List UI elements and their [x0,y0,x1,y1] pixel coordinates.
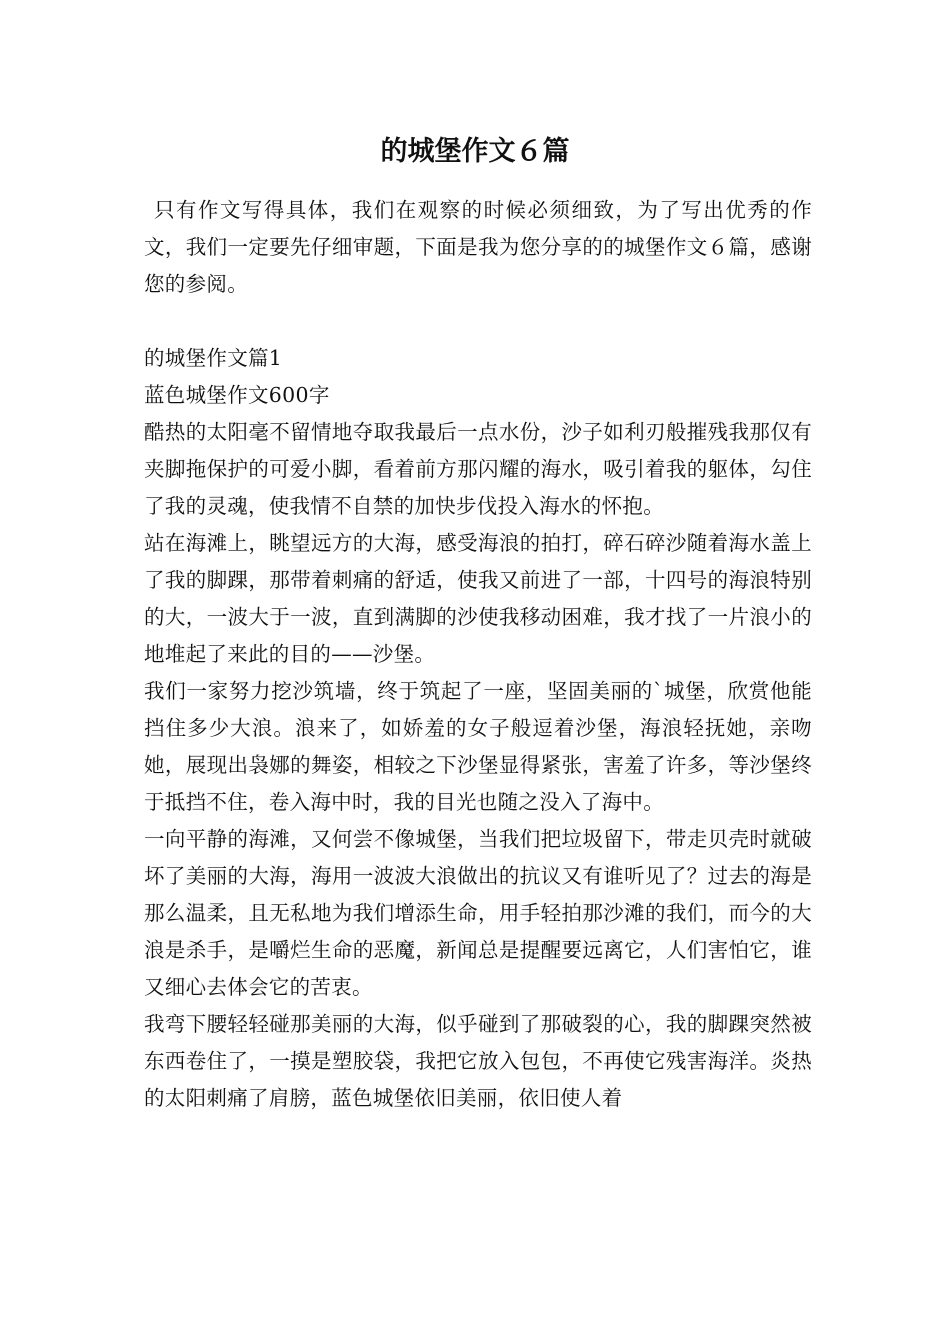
section-heading: 的城堡作文篇1 [144,346,283,370]
document-body [144,192,812,1117]
body-paragraph-5: 我弯下腰轻轻碰那美丽的大海，似乎碰到了那破裂的心，我的脚踝突然被东西卷住了，一摸是塑胶袋，我把它放入包包，不再使它残害海洋。炎热的太阳刺痛了肩膀，蓝色城堡依旧美丽，依旧使人着 [144,1012,812,1110]
body-paragraph-3: 我们一家努力挖沙筑墙，终于筑起了一座，坚固美丽的`城堡，欣赏他能挡住多少大浪。浪来了，如娇羞的女子般逗着沙堡，海浪轻抚她，亲吻她，展现出袅娜的舞姿，相较之下沙堡显得紧张，害羞了许多，等沙堡终于抵挡不住，卷入海中时，我的目光也随之没入了海中。 [144,679,812,814]
body-paragraph-1: 酷热的太阳毫不留情地夺取我最后一点水份，沙子如利刃般摧残我那仅有夹脚拖保护的可爱小脚，看着前方那闪耀的海水，吸引着我的躯体，勾住了我的灵魂，使我情不自禁的加快步伐投入海水的怀抱。 [144,420,812,518]
body-paragraph-4: 一向平静的海滩，又何尝不像城堡，当我们把垃圾留下，带走贝壳时就破坏了美丽的大海，海用一波波大浪做出的抗议又有谁听见了？过去的海是那么温柔，且无私地为我们增添生命，用手轻拍那沙滩的我们，而今的大浪是杀手，是嚼烂生命的恶魔，新闻总是提醒要远离它，人们害怕它，谁又细心去体会它的苦衷。 [144,827,812,999]
paragraph-spacer [144,303,812,340]
intro-paragraph: 只有作文写得具体，我们在观察的时候必须细致，为了写出优秀的作文，我们一定要先仔细审题，下面是我为您分享的的城堡作文６篇，感谢您的参阅。 [144,198,812,296]
page-title: 的城堡作文６篇 [380,136,570,167]
body-paragraph-2: 站在海滩上，眺望远方的大海，感受海浪的拍打，碎石碎沙随着海水盖上了我的脚踝，那带着刺痛的舒适，使我又前进了一部，十四号的海浪特别的大，一波大于一波，直到满脚的沙使我移动困难，我才找了一片浪小的地堆起了来此的目的——沙堡。 [144,531,812,666]
essay-title: 蓝色城堡作文600字 [144,383,330,407]
